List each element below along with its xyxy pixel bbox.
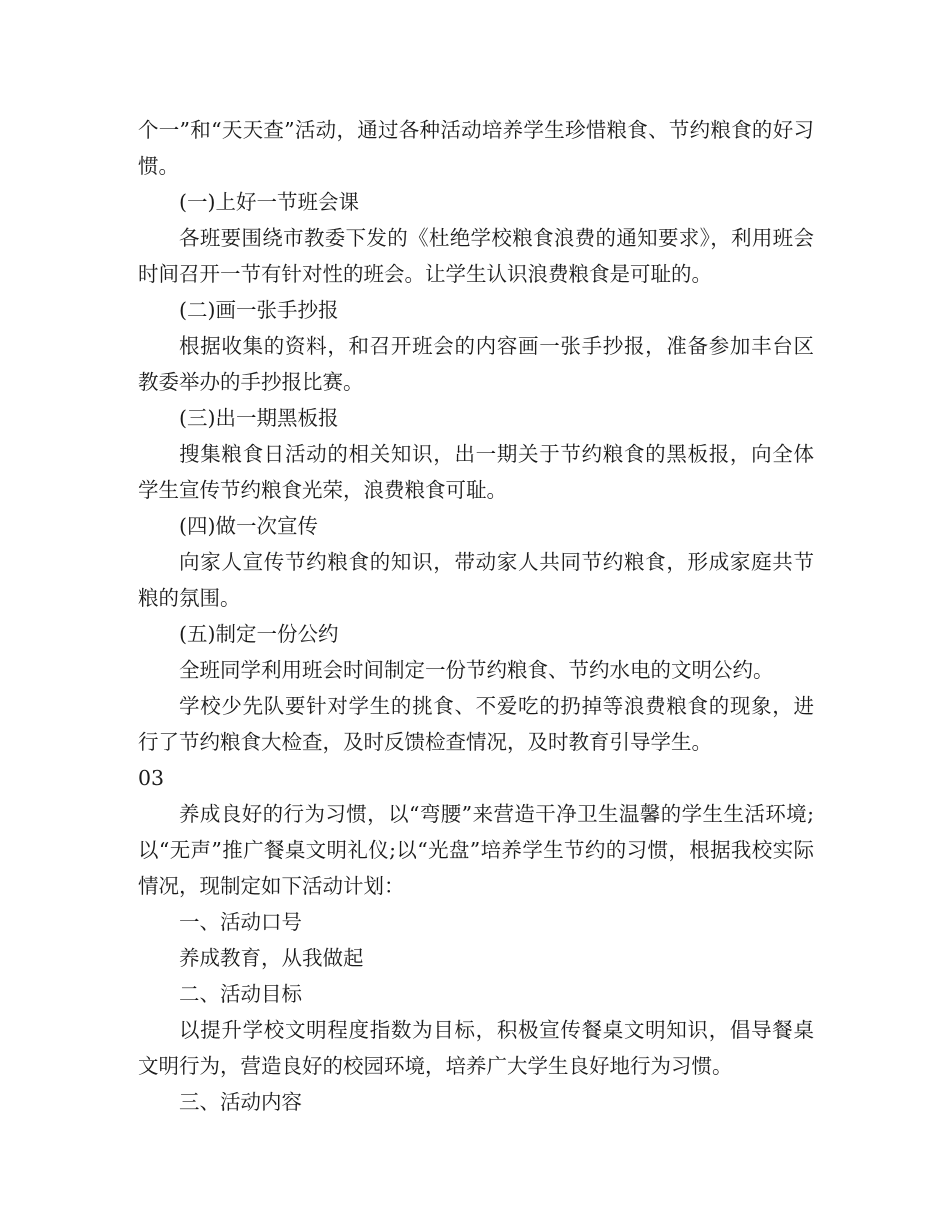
paragraph: 养成教育，从我做起 <box>179 946 364 970</box>
paragraph: 向家人宣传节约粮食的知识，带动家人共同节约粮食，形成家庭共节粮的氛围。 <box>138 550 814 610</box>
paragraph: 搜集粮食日活动的相关知识，出一期关于节约粮食的黑板报，向全体学生宣传节约粮食光荣，浪费粮食可耻。 <box>138 442 814 502</box>
section-heading: (一)上好一节班会课 <box>179 190 359 214</box>
paragraph: 学校少先队要针对学生的挑食、不爱吃的扔掉等浪费粮食的现象，进行了节约粮食大检查，及时反馈检查情况，及时教育引导学生。 <box>138 694 814 754</box>
section-number: 03 <box>138 766 165 790</box>
paragraph: 个一”和“天天查”活动，通过各种活动培养学生珍惜粮食、节约粮食的好习惯。 <box>138 118 814 178</box>
section-heading: 一、活动口号 <box>179 910 302 934</box>
paragraph: 全班同学利用班会时间制定一份节约粮食、节约水电的文明公约。 <box>179 658 774 682</box>
section-heading: (四)做一次宣传 <box>179 514 318 538</box>
section-heading: (五)制定一份公约 <box>179 622 339 646</box>
paragraph: 各班要围绕市教委下发的《杜绝学校粮食浪费的通知要求》，利用班会时间召开一节有针对性的班会。让学生认识浪费粮食是可耻的。 <box>138 226 814 286</box>
paragraph: 根据收集的资料，和召开班会的内容画一张手抄报，准备参加丰台区教委举办的手抄报比赛。 <box>138 334 814 394</box>
paragraph: 养成良好的行为习惯，以“弯腰”来营造干净卫生温馨的学生生活环境;以“无声”推广餐桌文明礼仪;以“光盘”培养学生节约的习惯，根据我校实际情况，现制定如下活动计划： <box>138 802 814 898</box>
document-body <box>138 112 814 1120</box>
section-heading: (二)画一张手抄报 <box>179 298 339 322</box>
section-heading: 三、活动内容 <box>179 1090 302 1114</box>
section-heading: (三)出一期黑板报 <box>179 406 339 430</box>
section-heading: 二、活动目标 <box>179 982 302 1006</box>
paragraph: 以提升学校文明程度指数为目标，积极宣传餐桌文明知识，倡导餐桌文明行为，营造良好的校园环境，培养广大学生良好地行为习惯。 <box>138 1018 814 1078</box>
